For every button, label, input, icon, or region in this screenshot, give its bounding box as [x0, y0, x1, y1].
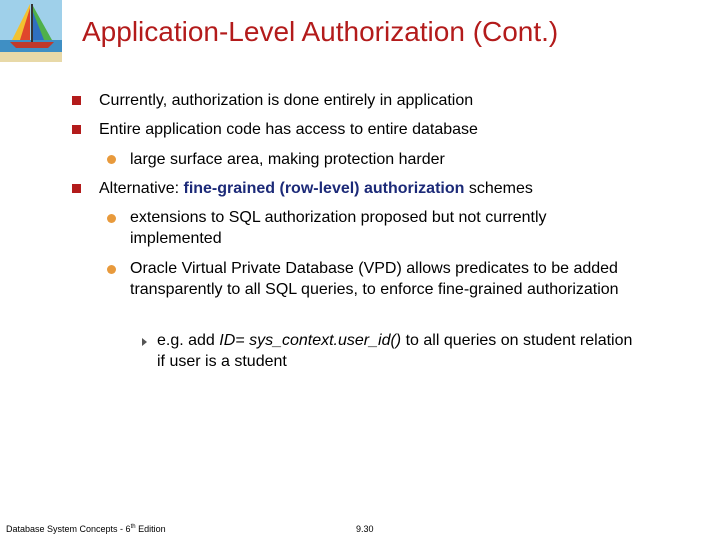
slide-title: Application-Level Authorization (Cont.): [82, 16, 559, 47]
bullet-3-text: [99, 178, 699, 199]
bullet-dot-icon: [107, 265, 116, 274]
bullet-3-2-1-code: ID= sys_context.user_id(): [219, 332, 402, 349]
bullet-3-2-1: [157, 330, 637, 372]
bullet-1: [99, 90, 699, 111]
bullet-square-icon: [72, 125, 81, 134]
bullet-3-highlight: fine-grained (row-level) authorization: [183, 180, 465, 197]
bullet-3-2-1-text: [157, 330, 637, 372]
footer-book-suffix: Edition: [135, 524, 166, 534]
bullet-2-text: Entire application code has access to entire database: [99, 121, 478, 138]
bullet-3-2-1-prefix: e.g. add: [157, 332, 220, 349]
bullet-3: [99, 178, 699, 199]
bullet-3-suffix: schemes: [464, 180, 533, 197]
bullet-3-1: [130, 207, 630, 249]
footer-page-number: 9.30: [356, 524, 374, 534]
bullet-square-icon: [72, 96, 81, 105]
bullet-3-2-1-suffix: to all queries on student relation if user is a student: [157, 332, 633, 370]
bullet-dot-icon: [107, 214, 116, 223]
bullet-square-icon: [72, 184, 81, 193]
footer-book: [6, 524, 166, 534]
bullet-3-2: [130, 258, 640, 300]
bullet-arrow-icon: [142, 338, 147, 346]
bullet-2-1-text: large surface area, making protection harder: [130, 151, 445, 168]
footer-book-prefix: Database System Concepts - 6: [6, 524, 131, 534]
bullet-2: [99, 119, 699, 140]
bullet-3-1-text: extensions to SQL authorization proposed but not currently implemented: [130, 209, 547, 247]
bullet-dot-icon: [107, 155, 116, 164]
bullet-3-2-text: Oracle Virtual Private Database (VPD) allows predicates to be added transparently to all SQL queries, to enforce fine-grained authorization: [130, 260, 619, 298]
footer-book-sup: th: [130, 524, 136, 530]
bullet-1-text: Currently, authorization is done entirely in application: [99, 92, 474, 109]
bullet-3-prefix: Alternative:: [99, 180, 184, 197]
bullet-2-1: [130, 149, 690, 170]
